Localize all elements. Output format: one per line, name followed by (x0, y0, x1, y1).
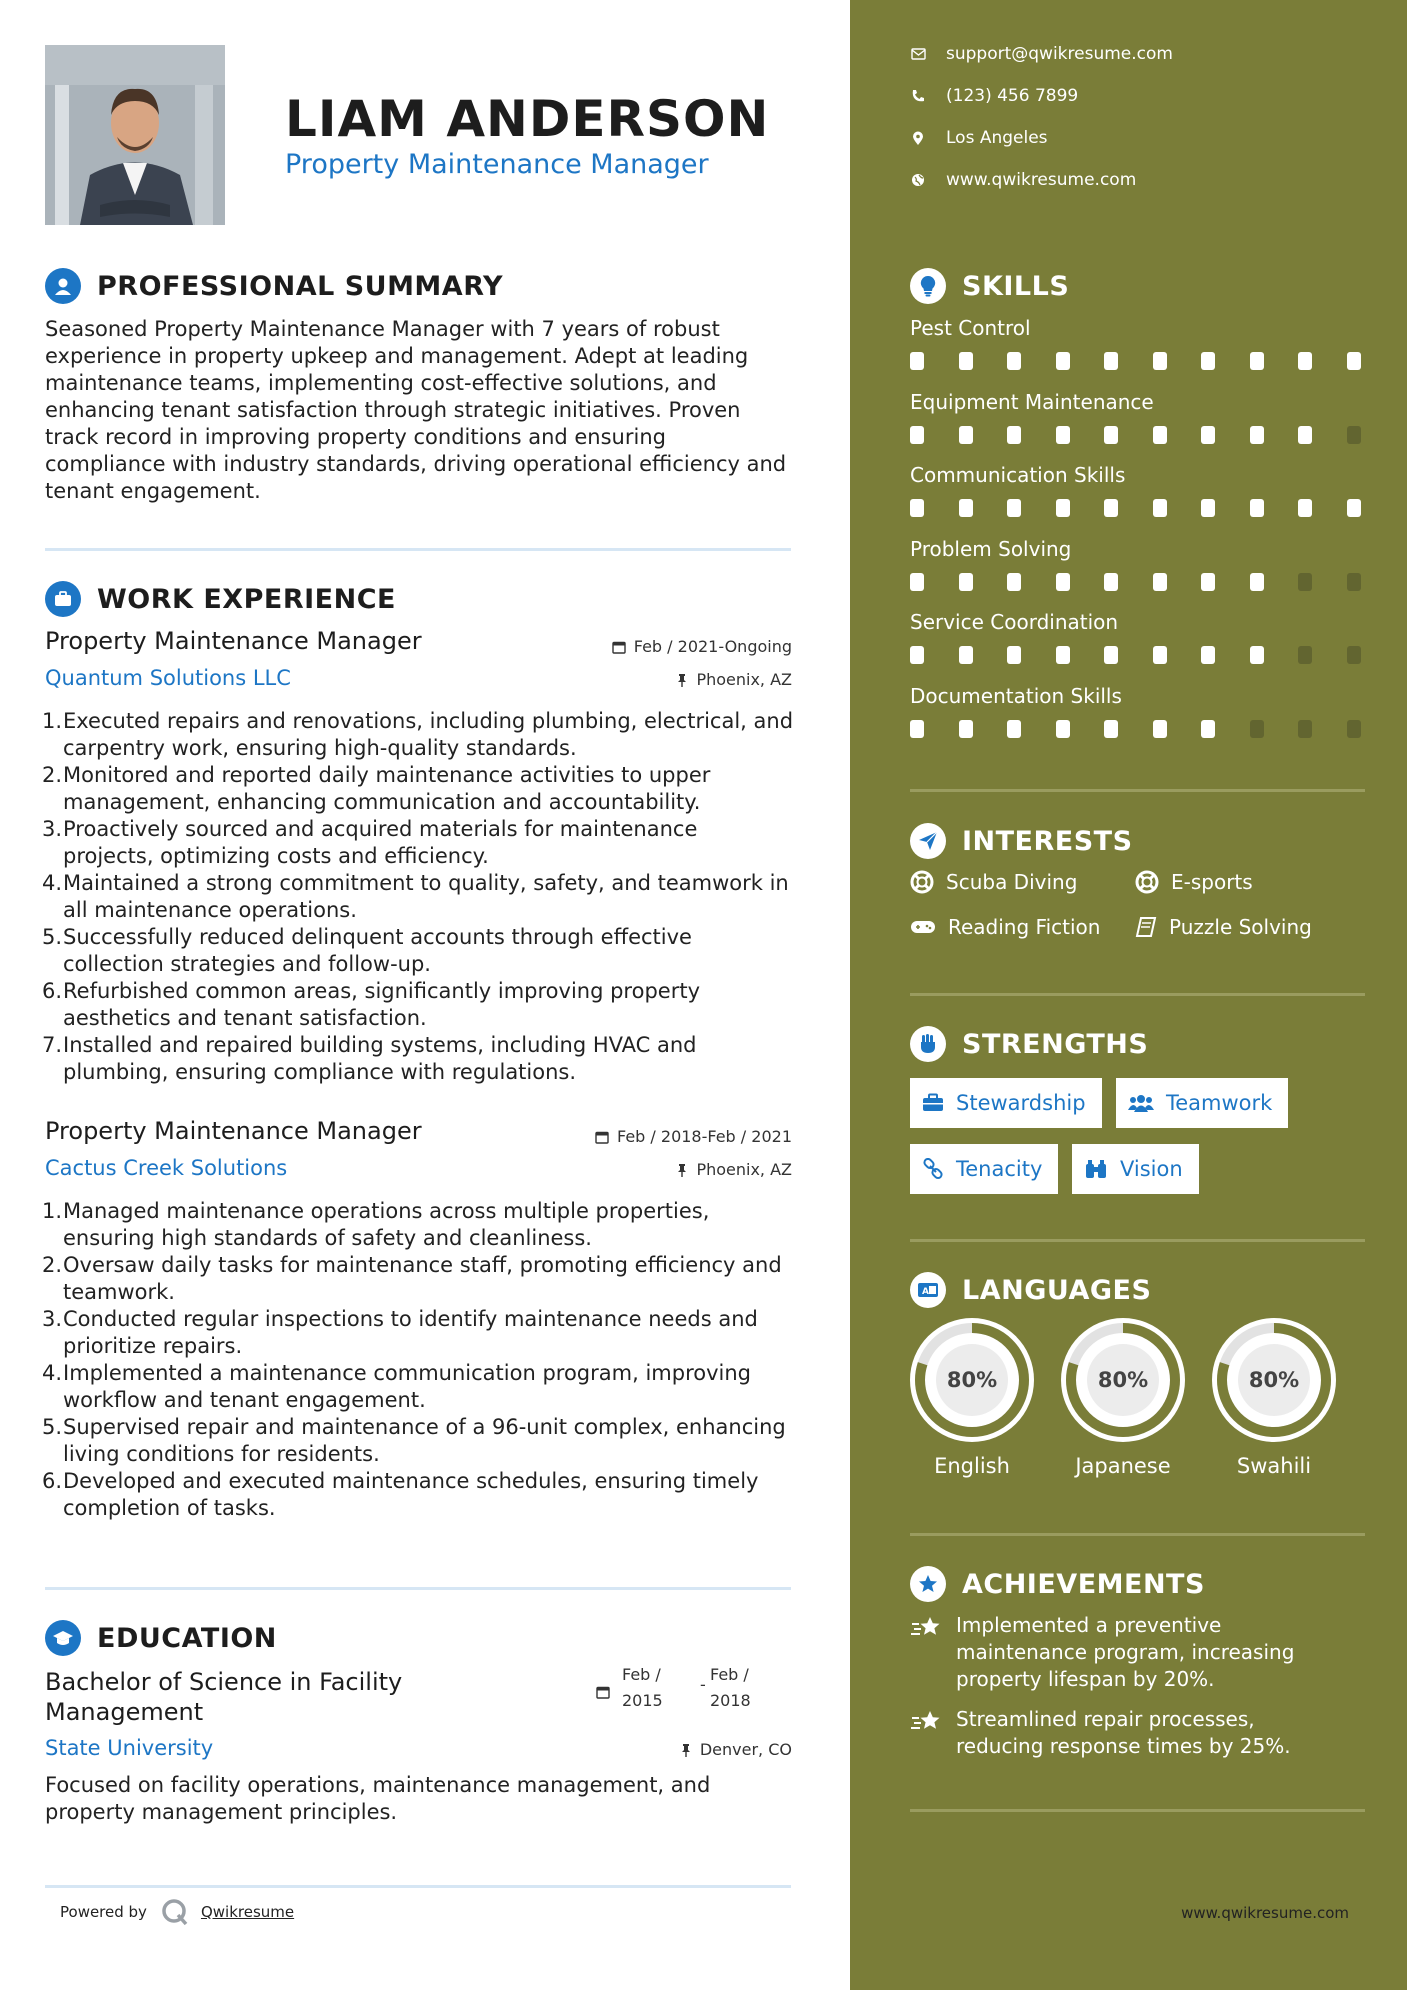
portrait-image (45, 45, 225, 225)
rating-dot-filled (1104, 720, 1118, 738)
svg-text:A: A (922, 1287, 929, 1297)
interest-label: E-sports (1171, 870, 1253, 894)
briefcase-icon (922, 1093, 944, 1113)
list-item (42, 816, 797, 870)
skill-name: Service Coordination (910, 610, 1119, 634)
calendar-icon (612, 640, 626, 654)
rating-dot-filled (1007, 426, 1021, 444)
rating-dot-filled (1347, 352, 1361, 370)
languages-heading: LANGUAGES (962, 1274, 1152, 1306)
skill-row (910, 610, 1370, 664)
rating-dot-filled (1250, 426, 1264, 444)
summary-line: enhancing tenant satisfaction through strategic initiatives. Proven (45, 398, 741, 422)
interest-label: Scuba Diving (946, 870, 1078, 894)
rating-dot-filled (1250, 499, 1264, 517)
summary-line: tenant engagement. (45, 479, 261, 503)
section-divider (45, 1587, 791, 1590)
candidate-title: Property Maintenance Manager (285, 149, 709, 180)
bullet-line: Oversaw daily tasks for maintenance staff, promoting efficiency and (63, 1253, 782, 1277)
rating-dot-filled (1104, 352, 1118, 370)
job-title: Property Maintenance Manager (45, 1117, 422, 1145)
list-number: 2. (42, 1253, 63, 1277)
list-item (42, 870, 797, 924)
bullet-line: collection strategies and follow-up. (63, 952, 431, 976)
language-percent: 80% (1248, 1368, 1300, 1392)
interest-item (910, 915, 1100, 939)
list-number: 6. (42, 1469, 63, 1493)
achievement-line: reducing response times by 25%. (956, 1734, 1291, 1758)
contact-location (910, 128, 1048, 148)
skill-name: Equipment Maintenance (910, 389, 1154, 414)
pin-icon (680, 1743, 692, 1757)
bullet-line: Installed and repaired building systems, including HVAC and (63, 1033, 697, 1057)
bullet-line: Implemented a maintenance communication program, improving (63, 1361, 751, 1385)
location-text: Los Angeles (946, 128, 1048, 148)
section-divider (45, 1885, 791, 1888)
bullet-line: Monitored and reported daily maintenance activities to upper (63, 763, 711, 787)
rating-dot-filled (1056, 352, 1070, 370)
rating-dot-empty (1298, 646, 1312, 664)
language-item (1212, 1318, 1336, 1478)
candidate-name: LIAM ANDERSON (285, 90, 770, 148)
bullet-line: Successfully reduced delinquent accounts through effective (63, 925, 692, 949)
rating-dot-filled (959, 646, 973, 664)
interest-item (910, 870, 1077, 894)
date-dash: - (700, 1675, 706, 1694)
language-percent: 80% (1097, 1368, 1149, 1392)
skill-row (910, 537, 1370, 591)
interest-item (1135, 915, 1312, 939)
bullet-line: all maintenance operations. (63, 898, 357, 922)
skill-rating (910, 352, 1370, 370)
user-icon (45, 268, 81, 304)
website-text[interactable]: www.qwikresume.com (946, 170, 1137, 190)
sidebar (850, 0, 1407, 1990)
summary-line: track record in improving property conditions and ensuring (45, 425, 666, 449)
rating-dot-filled (959, 573, 973, 591)
rating-dot-empty (1298, 573, 1312, 591)
section-divider (910, 789, 1365, 792)
rating-dot-empty (1347, 426, 1361, 444)
interest-label: Reading Fiction (948, 915, 1101, 939)
list-number: 4. (42, 871, 63, 895)
degree-line: Management (45, 1698, 204, 1726)
skill-row (910, 390, 1370, 444)
section-divider (910, 1809, 1365, 1812)
bullet-line: Maintained a strong commitment to quality, safety, and teamwork in (63, 871, 789, 895)
job-dates-text: Feb / 2021-Ongoing (633, 637, 792, 656)
rating-dot-filled (910, 352, 924, 370)
footer-website[interactable]: www.qwikresume.com (1181, 1904, 1349, 1922)
rating-dot-filled (1153, 573, 1167, 591)
rating-dot-filled (910, 720, 924, 738)
language-progress-ring (1061, 1318, 1185, 1442)
rating-dot-filled (1007, 573, 1021, 591)
rating-dot-filled (910, 646, 924, 664)
rating-dot-filled (1104, 573, 1118, 591)
achievement-item (910, 1706, 1350, 1760)
job-location (676, 1160, 792, 1179)
bullet-line: Proactively sourced and acquired materials for maintenance (63, 817, 698, 841)
summary-line: compliance with industry standards, driving operational efficiency and (45, 452, 787, 476)
bullet-line: Managed maintenance operations across multiple properties, (63, 1199, 710, 1223)
phone-icon (910, 88, 926, 104)
rating-dot-filled (1298, 426, 1312, 444)
summary-text (45, 316, 795, 505)
bullet-line: plumbing, ensuring compliance with regulations. (63, 1060, 577, 1084)
book-icon (1135, 916, 1157, 938)
list-number: 3. (42, 817, 63, 841)
bullet-line: carpentry work, ensuring high-quality standards. (63, 736, 577, 760)
bullet-line: Refurbished common areas, significantly improving property (63, 979, 700, 1003)
skill-rating (910, 426, 1370, 444)
rating-dot-filled (910, 499, 924, 517)
rating-dot-filled (1153, 352, 1167, 370)
rating-dot-filled (1201, 426, 1215, 444)
strength-badge (1116, 1078, 1288, 1128)
summary-line: maintenance teams, implementing cost-effective solutions, and (45, 371, 717, 395)
language-name: Japanese (1075, 1454, 1171, 1478)
skill-name: Problem Solving (910, 536, 1072, 561)
list-item (42, 762, 797, 816)
rating-dot-filled (1056, 646, 1070, 664)
contact-phone (910, 86, 1078, 106)
rating-dot-filled (1250, 573, 1264, 591)
profile-photo (45, 45, 225, 225)
education-location-text: Denver, CO (699, 1740, 792, 1759)
achievement-line: maintenance program, increasing (956, 1640, 1295, 1664)
email-text[interactable]: support@qwikresume.com (946, 44, 1173, 64)
contact-email (910, 44, 1173, 64)
list-item (42, 1414, 797, 1468)
bullet-line: Developed and executed maintenance schedules, ensuring timely (63, 1469, 759, 1493)
education-location (680, 1740, 792, 1759)
list-item (42, 1468, 797, 1522)
rating-dot-filled (1007, 352, 1021, 370)
rating-dot-filled (1298, 352, 1312, 370)
rating-dot-filled (1153, 499, 1167, 517)
skill-name: Communication Skills (910, 463, 1126, 487)
job-title: Property Maintenance Manager (45, 627, 422, 655)
end-year: 2018 (710, 1691, 751, 1710)
rating-dot-empty (1347, 646, 1361, 664)
rating-dot-empty (1298, 720, 1312, 738)
list-item (42, 1306, 797, 1360)
job-dates (612, 637, 792, 656)
contact-website (910, 170, 1136, 190)
calendar-icon (596, 1685, 610, 1699)
shooting-star-icon (910, 1708, 944, 1736)
job-location-text: Phoenix, AZ (696, 1160, 792, 1179)
summary-header (45, 268, 503, 304)
phone-text: (123) 456 7899 (946, 86, 1079, 106)
fist-icon (910, 1026, 946, 1062)
achievement-text (956, 1612, 1294, 1693)
list-number: 6. (42, 979, 63, 1003)
interest-item (1135, 870, 1253, 894)
education-heading: EDUCATION (97, 1622, 277, 1654)
job-bullets (42, 1198, 797, 1522)
rating-dot-filled (1201, 499, 1215, 517)
experience-header (45, 581, 396, 617)
skill-rating (910, 720, 1370, 738)
summary-heading: PROFESSIONAL SUMMARY (97, 270, 504, 302)
language-item (1061, 1318, 1185, 1478)
rating-dot-filled (959, 352, 973, 370)
education-description (45, 1772, 795, 1826)
list-item (42, 978, 797, 1032)
rating-dot-filled (910, 426, 924, 444)
strength-label: Stewardship (956, 1091, 1086, 1115)
rating-dot-filled (1298, 499, 1312, 517)
bullet-line: living conditions for residents. (63, 1442, 380, 1466)
lightbulb-icon (910, 268, 946, 304)
interests-heading: INTERESTS (962, 825, 1133, 857)
list-number: 2. (42, 763, 63, 787)
bullet-line: teamwork. (63, 1280, 175, 1304)
start-month: Feb / (622, 1665, 661, 1684)
rating-dot-filled (1153, 646, 1167, 664)
list-number: 1. (42, 709, 63, 733)
languages-header (910, 1272, 1151, 1308)
job-bullets (42, 708, 797, 1086)
section-divider (910, 1533, 1365, 1536)
achievement-line: property lifespan by 20%. (956, 1667, 1215, 1691)
bullet-line: completion of tasks. (63, 1496, 276, 1520)
education-header (45, 1620, 277, 1656)
job-location (676, 670, 792, 689)
section-divider (910, 993, 1365, 996)
language-progress-ring (910, 1318, 1034, 1442)
language-percent: 80% (946, 1368, 998, 1392)
skills-heading: SKILLS (962, 270, 1070, 302)
strength-badge (910, 1078, 1102, 1128)
strength-label: Vision (1120, 1157, 1183, 1181)
achievement-line: Implemented a preventive (956, 1613, 1222, 1637)
bullet-line: Executed repairs and renovations, including plumbing, electrical, and (63, 709, 794, 733)
strength-label: Teamwork (1166, 1091, 1273, 1115)
degree-title (45, 1667, 402, 1727)
rating-dot-filled (959, 499, 973, 517)
bullet-line: Conducted regular inspections to identify maintenance needs and (63, 1307, 758, 1331)
binoculars-icon (1084, 1158, 1108, 1180)
rating-dot-filled (1056, 573, 1070, 591)
bullet-line: aesthetics and tenant satisfaction. (63, 1006, 427, 1030)
bullet-line: ensuring high standards of safety and cleanliness. (63, 1226, 592, 1250)
list-number: 4. (42, 1361, 63, 1385)
job-location-text: Phoenix, AZ (696, 670, 792, 689)
strengths-header (910, 1026, 1148, 1062)
envelope-icon (910, 46, 926, 62)
description-line: Focused on facility operations, maintenance management, and (45, 1773, 711, 1797)
graduation-cap-icon (45, 1620, 81, 1656)
rating-dot-filled (1201, 573, 1215, 591)
rating-dot-empty (1347, 720, 1361, 738)
skills-header (910, 268, 1069, 304)
achievements-header (910, 1566, 1205, 1602)
powered-by-label: Powered by (60, 1903, 147, 1921)
rating-dot-filled (1007, 720, 1021, 738)
language-name: Swahili (1236, 1454, 1312, 1478)
qwikresume-logo-icon (161, 1898, 189, 1926)
job-company: Cactus Creek Solutions (45, 1156, 288, 1180)
gamepad-icon (910, 918, 936, 936)
start-year: 2015 (622, 1691, 663, 1710)
summary-line: experience in property upkeep and management. Adept at leading (45, 344, 749, 368)
skill-row (910, 684, 1370, 738)
rating-dot-filled (1201, 646, 1215, 664)
rating-dot-filled (1153, 720, 1167, 738)
section-divider (45, 548, 791, 551)
language-name: English (934, 1454, 1010, 1478)
link-icon (922, 1158, 944, 1180)
bullet-line: projects, optimizing costs and efficiency. (63, 844, 489, 868)
rating-dot-empty (1347, 573, 1361, 591)
shooting-star-icon (910, 1614, 944, 1642)
rating-dot-filled (1250, 352, 1264, 370)
list-item (42, 1032, 797, 1086)
skill-name: Documentation Skills (910, 683, 1122, 708)
rating-dot-filled (910, 573, 924, 591)
end-month: Feb / (710, 1665, 749, 1684)
rating-dot-filled (1347, 499, 1361, 517)
powered-by (60, 1898, 294, 1926)
briefcase-icon (45, 581, 81, 617)
achievements-heading: ACHIEVEMENTS (962, 1568, 1205, 1600)
rating-dot-filled (959, 720, 973, 738)
map-marker-icon (910, 130, 926, 146)
star-badge-icon (910, 1566, 946, 1602)
section-divider (910, 1239, 1365, 1242)
lifebuoy-icon (1135, 870, 1159, 894)
qwikresume-link[interactable]: Qwikresume (200, 1903, 295, 1921)
paper-plane-icon (910, 823, 946, 859)
list-number: 3. (42, 1307, 63, 1331)
calendar-icon (595, 1130, 609, 1144)
achievement-text (956, 1706, 1291, 1760)
pin-icon (676, 1163, 688, 1177)
skill-row (910, 463, 1370, 517)
rating-dot-filled (1056, 499, 1070, 517)
rating-dot-filled (1104, 426, 1118, 444)
lifebuoy-icon (910, 870, 934, 894)
strength-badge (910, 1144, 1058, 1194)
school-name: State University (45, 1736, 214, 1760)
skill-rating (910, 573, 1370, 591)
list-item (42, 1198, 797, 1252)
skill-rating (910, 499, 1370, 517)
achievement-line: Streamlined repair processes, (956, 1707, 1255, 1731)
strength-label: Tenacity (956, 1157, 1043, 1181)
rating-dot-filled (959, 426, 973, 444)
summary-line: Seasoned Property Maintenance Manager with 7 years of robust (45, 317, 720, 341)
bullet-line: workflow and tenant engagement. (63, 1388, 426, 1412)
language-icon (910, 1272, 946, 1308)
job-dates (595, 1127, 792, 1146)
rating-dot-filled (1007, 646, 1021, 664)
bullet-line: Supervised repair and maintenance of a 96-unit complex, enhancing (63, 1415, 786, 1439)
rating-dot-filled (1201, 352, 1215, 370)
rating-dot-filled (1104, 499, 1118, 517)
list-item (42, 1252, 797, 1306)
rating-dot-filled (1007, 499, 1021, 517)
skill-name: Pest Control (910, 316, 1031, 340)
interests-header (910, 823, 1133, 859)
rating-dot-filled (1250, 646, 1264, 664)
strength-badge (1072, 1144, 1199, 1194)
rating-dot-filled (1056, 426, 1070, 444)
list-number: 1. (42, 1199, 63, 1223)
skill-rating (910, 646, 1370, 664)
list-item (42, 1360, 797, 1414)
strengths-heading: STRENGTHS (962, 1028, 1149, 1060)
experience-heading: WORK EXPERIENCE (97, 583, 396, 615)
users-icon (1128, 1093, 1154, 1113)
list-number: 5. (42, 925, 63, 949)
interest-label: Puzzle Solving (1169, 915, 1312, 939)
list-item (42, 924, 797, 978)
description-line: property management principles. (45, 1800, 398, 1824)
pin-icon (676, 673, 688, 687)
list-number: 7. (42, 1033, 63, 1057)
rating-dot-filled (1201, 720, 1215, 738)
rating-dot-filled (1153, 426, 1167, 444)
language-progress-ring (1212, 1318, 1336, 1442)
degree-line: Bachelor of Science in Facility (45, 1668, 403, 1696)
rating-dot-filled (1104, 646, 1118, 664)
globe-icon (910, 172, 926, 188)
language-item (910, 1318, 1034, 1478)
job-dates-text: Feb / 2018-Feb / 2021 (617, 1127, 792, 1146)
skill-row (910, 316, 1370, 370)
achievement-item (910, 1612, 1350, 1693)
education-dates (596, 1665, 776, 1715)
list-number: 5. (42, 1415, 63, 1439)
rating-dot-filled (1056, 720, 1070, 738)
bullet-line: management, enhancing communication and accountability. (63, 790, 701, 814)
list-item (42, 708, 797, 762)
rating-dot-empty (1250, 720, 1264, 738)
bullet-line: prioritize repairs. (63, 1334, 243, 1358)
job-company: Quantum Solutions LLC (45, 666, 291, 690)
